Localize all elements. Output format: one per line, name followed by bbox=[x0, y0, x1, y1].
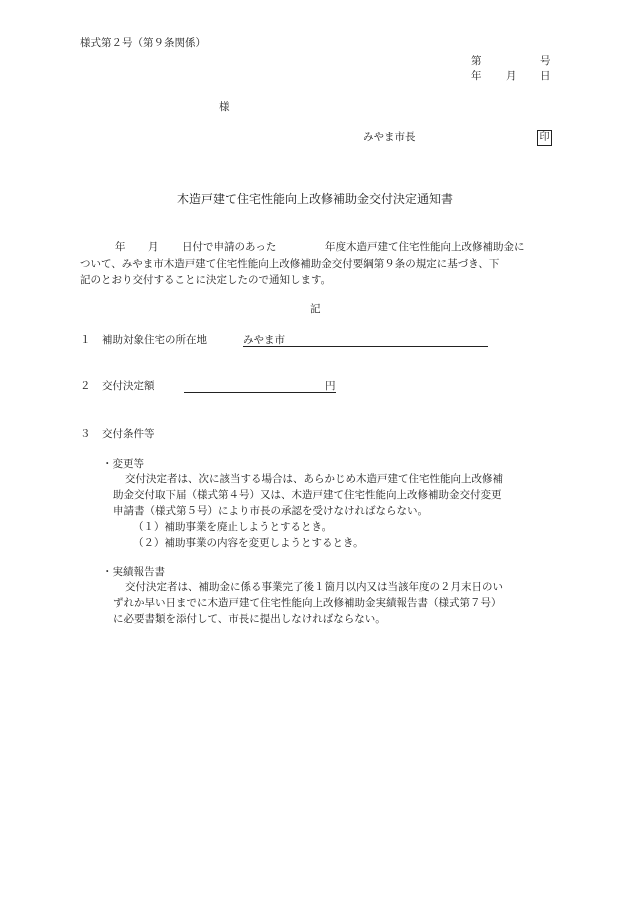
intro-line1-b: 年度木造戸建て住宅性能向上改修補助金に bbox=[325, 241, 525, 253]
amount-underline bbox=[184, 392, 336, 393]
seal-stamp: 印 bbox=[537, 130, 552, 146]
item-3-label: 交付条件等 bbox=[102, 428, 155, 440]
change-subitem-2: （２）補助事業の内容を変更しようとするとき。 bbox=[133, 537, 364, 549]
date-month: 月 bbox=[506, 70, 517, 82]
report-line-3: に必要書類を添付して、市長に提出しなければならない。 bbox=[113, 613, 386, 625]
form-number: 様式第２号（第９条関係） bbox=[80, 37, 206, 49]
change-line-3: 申請書（様式第５号）により市長の承認を受けなければならない。 bbox=[113, 505, 428, 517]
report-line-1: 交付決定者は、補助金に係る事業完了後１箇月以内又は当該年度の２月末日のい bbox=[125, 581, 503, 593]
addressee-suffix: 様 bbox=[219, 101, 230, 113]
doc-number-prefix: 第 bbox=[471, 55, 482, 67]
document-title: 木造戸建て住宅性能向上改修補助金交付決定通知書 bbox=[176, 192, 453, 206]
change-line-1: 交付決定者は、次に該当する場合は、あらかじめ木造戸建て住宅性能向上改修補 bbox=[125, 473, 503, 485]
change-subitem-1: （１）補助事業を廃止しようとするとき。 bbox=[133, 521, 333, 533]
item-1-label: 補助対象住宅の所在地 bbox=[102, 334, 207, 346]
date-year: 年 bbox=[471, 70, 482, 82]
report-heading: ・実績報告書 bbox=[102, 566, 165, 578]
ki-heading: 記 bbox=[310, 303, 321, 315]
intro-day: 日付で申請のあった bbox=[182, 241, 277, 253]
intro-year: 年 bbox=[115, 241, 126, 253]
change-line-2: 助金交付取下届（様式第４号）又は、木造戸建て住宅性能向上改修補助金交付変更 bbox=[113, 489, 502, 501]
intro-line2: ついて、みやま市木造戸建て住宅性能向上改修補助金交付要綱第９条の規定に基づき、下 bbox=[80, 258, 500, 270]
intro-month: 月 bbox=[148, 241, 159, 253]
item-2-label: 交付決定額 bbox=[102, 380, 155, 392]
item-2-number: ２ bbox=[80, 380, 91, 392]
item-1-number: １ bbox=[80, 334, 91, 346]
item-1-value: みやま市 bbox=[243, 334, 285, 346]
date-day: 日 bbox=[540, 70, 551, 82]
intro-line3: 記のとおり交付することに決定したので通知します。 bbox=[80, 274, 332, 286]
change-heading: ・変更等 bbox=[102, 458, 144, 470]
doc-number-suffix: 号 bbox=[540, 55, 551, 67]
issuer-name: みやま市長 bbox=[363, 131, 416, 143]
item-3-number: ３ bbox=[80, 428, 91, 440]
report-line-2: ずれか早い日までに木造戸建て住宅性能向上改修補助金実績報告書（様式第７号） bbox=[113, 597, 502, 609]
item-2-unit: 円 bbox=[325, 380, 336, 392]
address-underline bbox=[243, 346, 488, 347]
